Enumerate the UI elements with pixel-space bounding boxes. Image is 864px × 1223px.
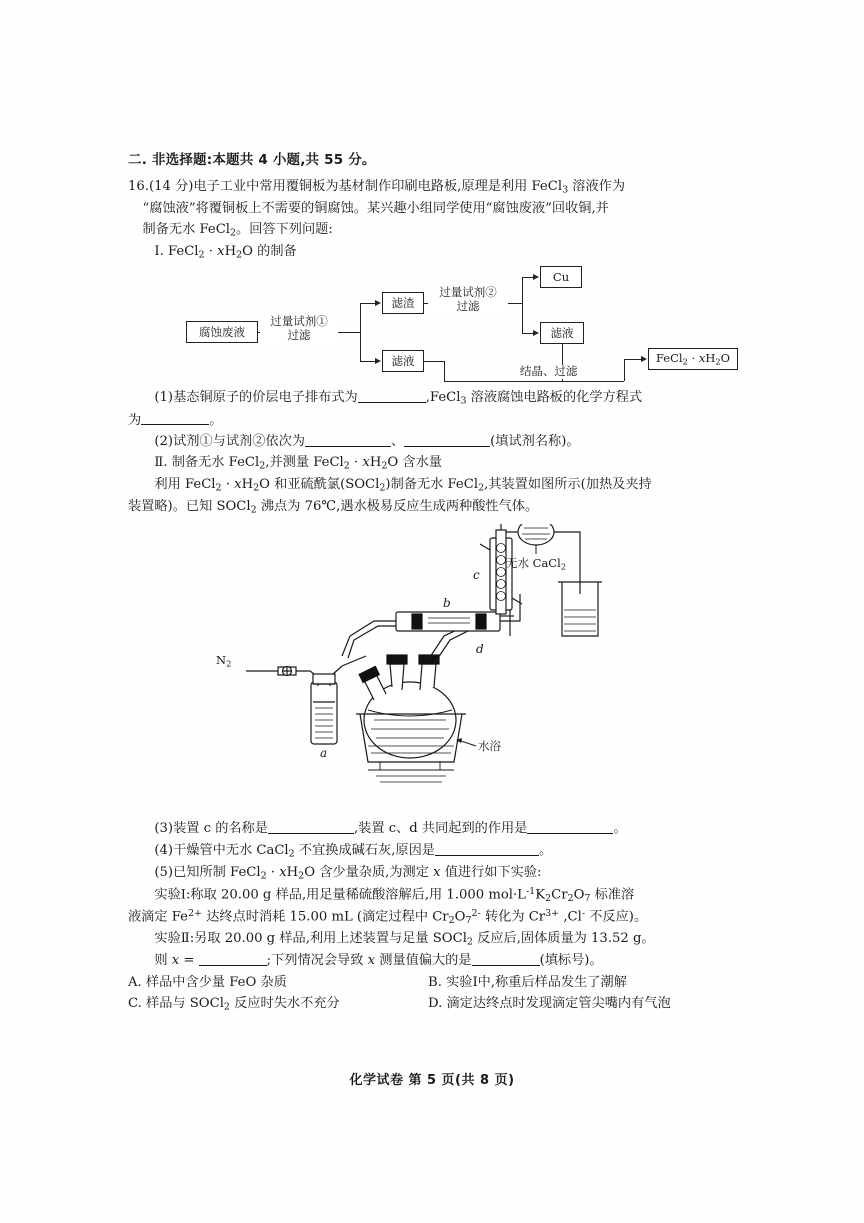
answer-blank[interactable]	[358, 390, 426, 404]
experiment-2: 实验Ⅱ:另取 20.00 g 样品,利用上述装置与足量 SOCl$_2$ 反应后,固体质量为 13.52 g。	[154, 931, 655, 949]
page-footer: 化学试卷 第 5 页(共 8 页)	[349, 1073, 515, 1088]
answer-blank[interactable]	[141, 412, 209, 426]
part-2-line-2: 装置略)。已知 SOCl$_2$ 沸点为 76℃,遇水极易反应生成两种酸性气体。	[128, 499, 539, 516]
flow-label-crystallize: 结晶、过滤	[520, 364, 578, 379]
experiment-1-line-2: 液滴定 $Fe^{2+}$ 达终点时消耗 15.00 mL (滴定过程中 $Cr_2O_7^{2-}$ 转化为 $Cr^{3+}$ ,Cl- 不反应)。	[128, 908, 648, 926]
flow-node-waste: 腐蚀废液	[186, 321, 258, 343]
page-content	[128, 148, 736, 1015]
option-a[interactable]: A. 样品中含少量 FeO 杂质	[128, 974, 287, 990]
part1-e: 2	[236, 250, 243, 262]
part1-c: ·	[204, 244, 218, 260]
result-line: 则 x = ;下列情况会导致 x 测量值偏大的是 (填标号)。	[154, 953, 603, 969]
options-row-2	[128, 993, 736, 1015]
part-2-title: Ⅱ. 制备无水 FeCl$_2$,并测量 FeCl$_2$ · $xH_2O$ 含水量	[154, 455, 442, 472]
apparatus-diagram	[128, 524, 736, 814]
flow-connector	[444, 381, 624, 382]
experiment-1-line-1: 实验Ⅰ:称取 20.00 g 样品,用足量稀硫酸溶解后,用 1.000 $mol\cdot L^{-1}K_2Cr_2O_7$ 标准溶	[154, 885, 635, 904]
answer-blank[interactable]	[435, 842, 539, 856]
flow-connector	[444, 361, 445, 381]
stem-line-2: “腐蚀液”将覆铜板上不需要的铜腐蚀。某兴趣小组同学使用“腐蚀废液”回收铜,并	[142, 201, 609, 217]
flow-node-filtrate-2: 滤液	[540, 322, 584, 344]
question-16-stem	[128, 176, 736, 263]
stem-text-1: 电子工业中常用覆铜板为基材制作印刷电路板,原理是利用 FeCl	[193, 179, 563, 194]
item-1-cont: 为 。	[128, 412, 223, 428]
item-4: (4)干燥管中无水 CaCl$_2$ 不宜换成碱石灰,原因是 。	[154, 842, 553, 860]
label-drying-agent: 无水 CaCl$_2$	[506, 556, 567, 572]
options-row-1	[128, 972, 736, 993]
part-2-line-1: 利用 FeCl$_2$ · $xH_2O$ 和亚硫酰氯(SOCl$_2$)制备无水 FeCl$_2$,其装置如图所示(加热及夹持	[154, 477, 652, 494]
question-items-3-5	[128, 818, 736, 1015]
part1-f: O 的制备	[242, 244, 297, 260]
flow-arrow	[375, 300, 381, 306]
question-items-1-2	[128, 387, 736, 518]
part1-d: H	[224, 244, 237, 260]
preparation-flow-diagram	[128, 269, 736, 381]
stem-line-3	[128, 219, 736, 241]
flow-label-reagent1: 过量试剂① 过滤	[260, 315, 338, 343]
question-number: 16.	[128, 179, 149, 194]
flow-arrow	[533, 330, 539, 336]
flow-connector	[360, 303, 376, 304]
flow-connector	[360, 303, 361, 361]
flow-arrow	[375, 358, 381, 364]
option-c[interactable]: C. 样品与 SOCl$_2$ 反应时失水不充分	[128, 996, 340, 1013]
stem-text-3c: 。回答下列问题:	[236, 222, 333, 238]
flow-node-product: FeCl$_2$ · $xH_2O$	[648, 348, 738, 370]
answer-blank[interactable]	[472, 953, 540, 967]
part-1-title	[128, 241, 736, 263]
flow-connector	[360, 361, 376, 362]
label-b: b	[443, 596, 451, 611]
flow-connector	[624, 359, 625, 381]
option-d[interactable]: D. 滴定达终点时发现滴定管尖嘴内有气泡	[428, 996, 671, 1012]
label-water-bath: 水浴	[478, 739, 501, 754]
item-2: (2)试剂①与试剂②依次为 、 (填试剂名称)。	[154, 433, 580, 449]
stem-sub-3: 2	[230, 228, 237, 240]
item-1: (1)基态铜原子的价层电子排布式为 ,FeCl$_3$ 溶液腐蚀电路板的化学方程式	[154, 390, 643, 408]
stem-text-1c: 溶液作为	[568, 179, 626, 194]
answer-blank[interactable]	[305, 433, 391, 447]
stem-line-1	[128, 176, 736, 198]
apparatus-svg	[128, 524, 736, 814]
label-n2-inlet: $N_2$	[216, 653, 232, 669]
stem-text-3a: 制备无水 FeCl	[142, 222, 230, 238]
stem-sub-1: 3	[562, 184, 569, 196]
item-5: (5)已知所制 FeCl$_2$ · $xH_2O$ 含少量杂质,为测定 x 值进行如下实验:	[154, 864, 542, 882]
flow-arrow	[533, 274, 539, 280]
flow-connector	[624, 359, 642, 360]
part1-b: 2	[198, 250, 205, 262]
option-b[interactable]: B. 实验Ⅰ中,称重后样品发生了潮解	[428, 974, 627, 990]
flow-connector	[424, 361, 444, 362]
question-points: (14 分)	[148, 179, 194, 194]
flow-label-reagent2: 过量试剂② 过滤	[428, 286, 508, 314]
label-d: d	[476, 642, 484, 657]
label-a: a	[320, 746, 328, 761]
label-c: c	[473, 568, 480, 583]
answer-blank[interactable]	[527, 821, 613, 835]
flow-node-residue: 滤渣	[382, 292, 424, 314]
flow-arrow	[641, 356, 647, 362]
flow-node-cu: Cu	[540, 266, 582, 288]
answer-blank[interactable]	[404, 433, 490, 447]
flow-connector	[338, 332, 360, 333]
flow-connector	[508, 303, 522, 304]
section-heading: 二. 非选择题:本题共 4 小题,共 55 分。	[128, 152, 376, 168]
flow-connector	[522, 277, 523, 333]
flow-node-filtrate-1: 滤液	[382, 350, 424, 372]
part1-a: Ⅰ. FeCl	[154, 244, 199, 260]
answer-blank[interactable]	[268, 821, 354, 835]
item-3: (3)装置 c 的名称是 ,装置 c、d 共同起到的作用是 。	[154, 821, 627, 837]
part1-x: x	[217, 244, 225, 260]
answer-blank[interactable]	[199, 953, 267, 967]
